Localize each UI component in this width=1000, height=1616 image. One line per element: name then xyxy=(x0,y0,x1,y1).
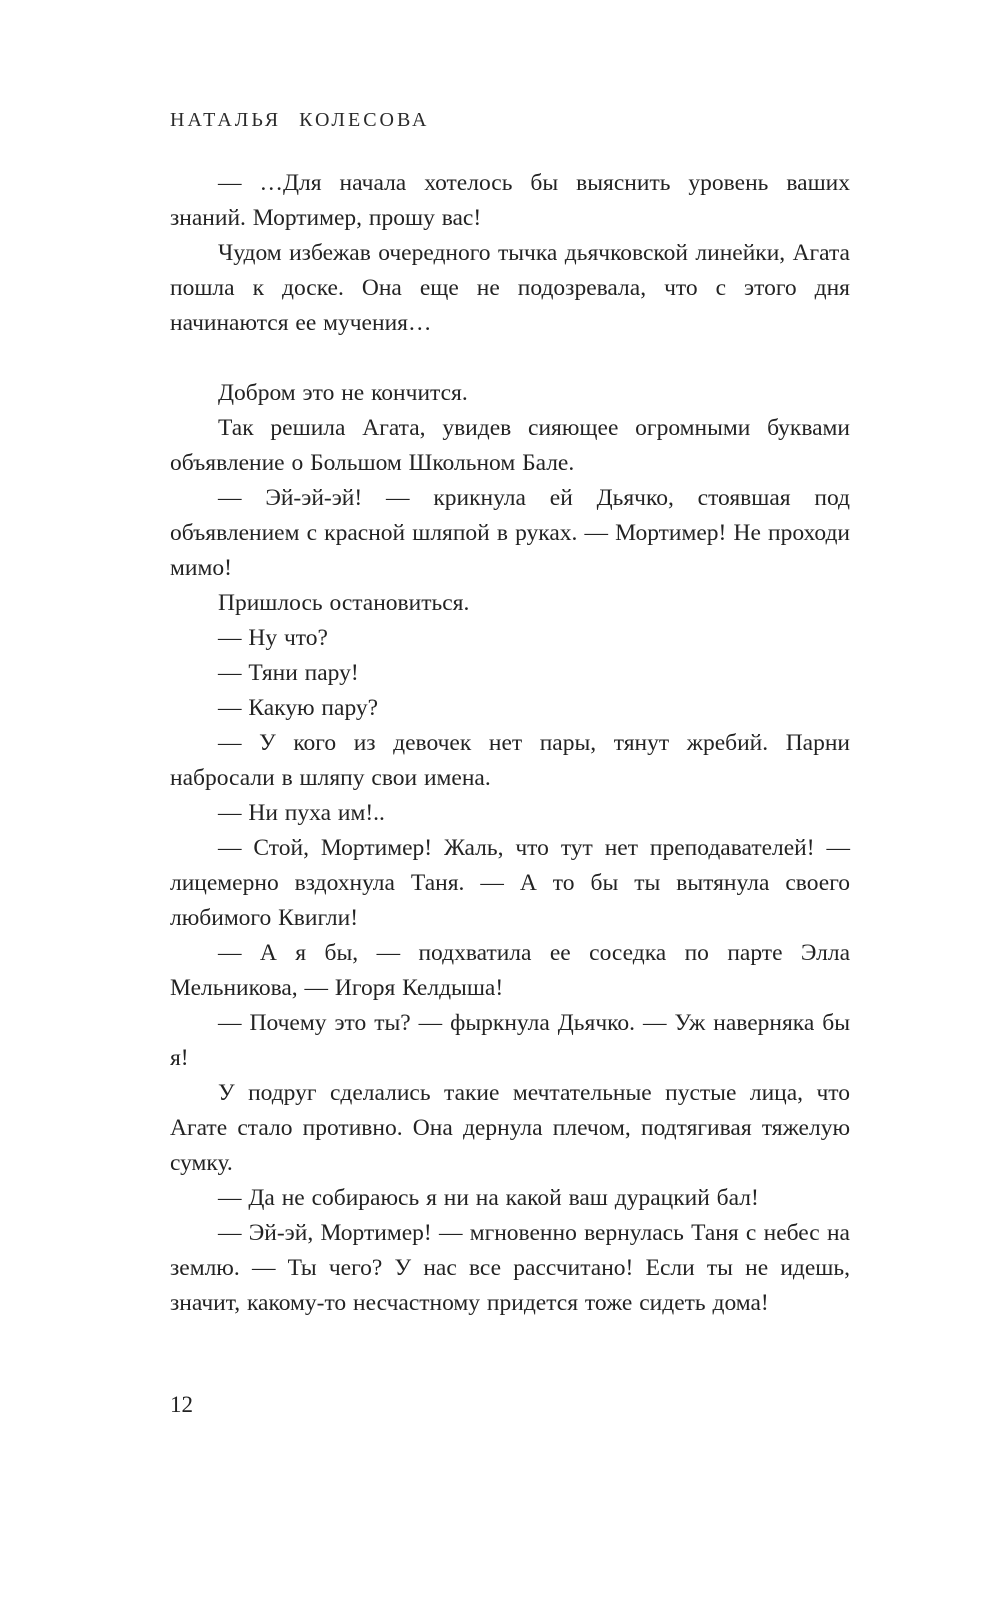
running-header-author: НАТАЛЬЯ КОЛЕСОВА xyxy=(170,109,430,131)
paragraph: Добром это не кончится. xyxy=(218,380,468,406)
paragraph: Пришлось остановиться. xyxy=(218,590,470,616)
paragraph: — Тяни пару! xyxy=(218,660,359,686)
paragraph: Так решила Агата, увидев сияющее огромными буквами объявление о Большом Школьном Бале. xyxy=(170,415,850,476)
page-number: 12 xyxy=(170,1392,193,1417)
paragraph: — Стой, Мортимер! Жаль, что тут нет преподавателей! — лицемерно вздохнула Таня. — А то бы ты вытянула своего любимого Квигли! xyxy=(170,835,850,931)
paragraph: — Какую пару? xyxy=(218,695,379,721)
paragraph: — Ни пуха им!.. xyxy=(218,800,385,826)
paragraph: — Почему это ты? — фыркнула Дьячко. — Уж наверняка бы я! xyxy=(170,1010,850,1071)
paragraph: — Эй-эй-эй! — крикнула ей Дьячко, стоявшая под объявлением с красной шляпой в руках. — Мортимер! Не проходи мимо! xyxy=(170,485,850,581)
paragraph: — …Для начала хотелось бы выяснить уровень ваших знаний. Мортимер, прошу вас! xyxy=(170,170,850,231)
paragraph: — У кого из девочек нет пары, тянут жребий. Парни набросали в шляпу свои имена. xyxy=(170,730,850,791)
text-block xyxy=(170,166,850,1321)
paragraph: У подруг сделались такие мечтательные пустые лица, что Агате стало противно. Она дернула плечом, подтягивая тяжелую сумку. xyxy=(170,1080,850,1176)
paragraph: — А я бы, — подхватила ее соседка по парте Элла Мельникова, — Игоря Келдыша! xyxy=(170,940,850,1001)
paragraph: — Эй-эй, Мортимер! — мгновенно вернулась Таня с небес на землю. — Ты чего? У нас все рассчитано! Если ты не идешь, значит, какому-то несчастному придется тоже сидеть дома! xyxy=(170,1220,850,1316)
paragraph: — Да не собираюсь я ни на какой ваш дурацкий бал! xyxy=(218,1185,759,1211)
paragraph: — Ну что? xyxy=(218,625,328,651)
paragraph: Чудом избежав очередного тычка дьячковской линейки, Агата пошла к доске. Она еще не подозревала, что с этого дня начинаются ее мучения… xyxy=(170,240,850,336)
text-column xyxy=(170,108,850,1321)
